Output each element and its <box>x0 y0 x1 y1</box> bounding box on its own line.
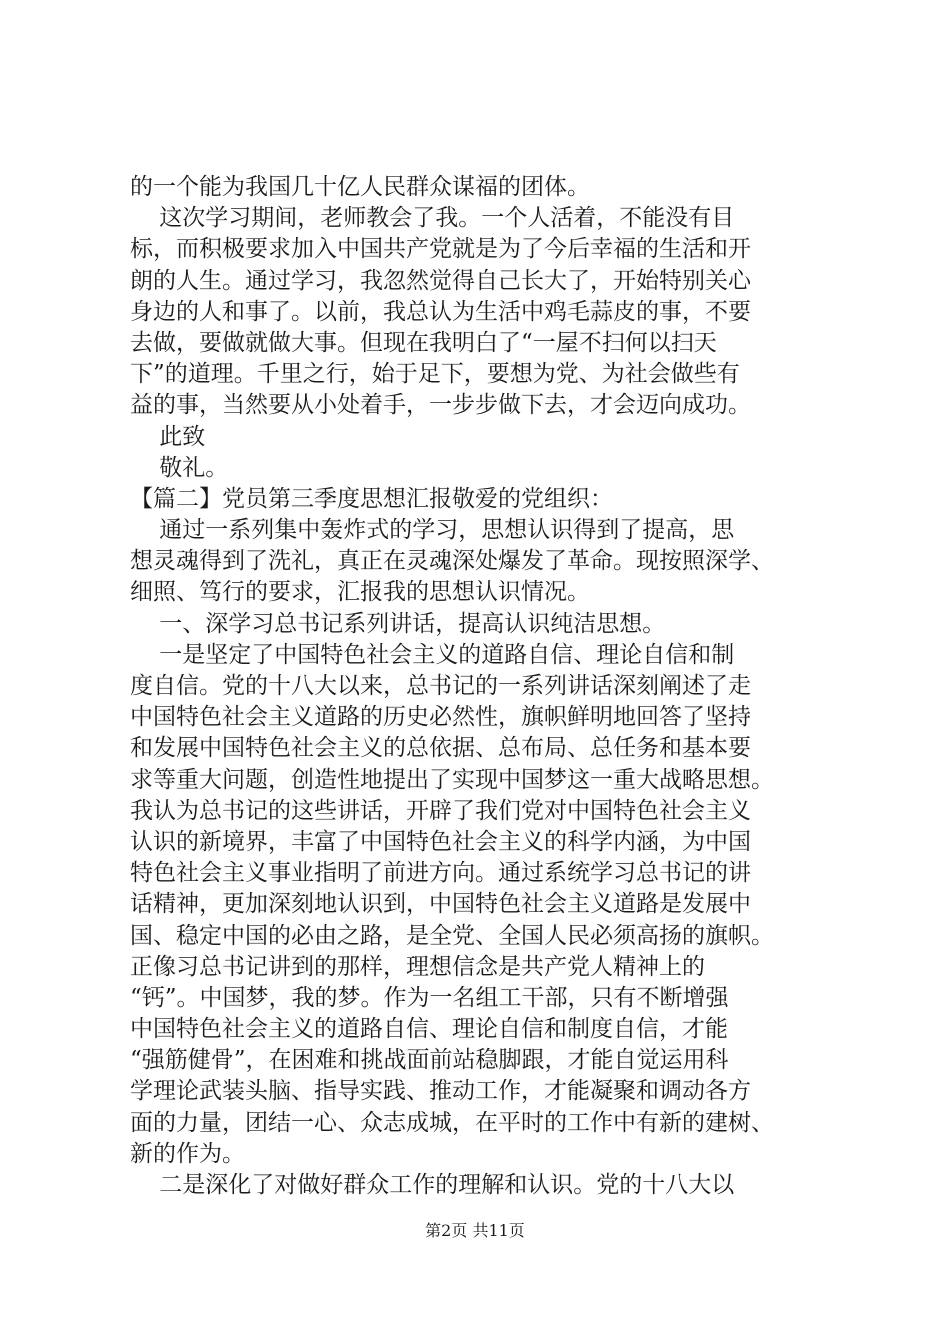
text-line: 敬礼。 <box>130 454 229 481</box>
text-line: 此致 <box>130 423 206 450</box>
body-text <box>130 172 830 1201</box>
text-line: “强筋健骨”，在困难和挑战面前站稳脚跟，才能自觉运用科 <box>130 1047 729 1074</box>
text-line: 一是坚定了中国特色社会主义的道路自信、理论自信和制 <box>130 641 735 668</box>
text-line: 话精神，更加深刻地认识到，中国特色社会主义道路是发展中 <box>130 891 751 918</box>
text-line: 面的力量，团结一心、众志成城，在平时的工作中有新的建树、 <box>130 1109 774 1136</box>
text-line: 一、深学习总书记系列讲话，提高认识纯洁思想。 <box>130 610 666 637</box>
text-line: 想灵魂得到了洗礼，真正在灵魂深处爆发了革命。现按照深学、 <box>130 548 774 575</box>
text-line: 度自信。党的十八大以来，总书记的一系列讲话深刻阐述了走 <box>130 673 751 699</box>
text-line: 这次学习期间，老师教会了我。一个人活着，不能没有目 <box>130 205 735 232</box>
text-line: 认识的新境界，丰富了中国特色社会主义的科学内涵，为中国 <box>130 828 751 855</box>
text-line: 中国特色社会主义的道路自信、理论自信和制度自信，才能 <box>130 1016 728 1043</box>
text-line: 新的作为。 <box>130 1140 245 1167</box>
text-line: 去做，要做就做大事。但现在我明白了“一屋不扫何以扫天 <box>130 329 717 356</box>
text-line: 朗的人生。通过学习，我忽然觉得自己长大了，开始特别关心 <box>130 267 751 294</box>
text-line: “钙”。中国梦，我的梦。作为一名组工干部，只有不断增强 <box>130 984 729 1011</box>
page-number-footer: 第2页 共11页 <box>425 1221 525 1240</box>
text-line: 学理论武装头脑、指导实践、推动工作，才能凝聚和调动各方 <box>130 1078 751 1105</box>
text-line: 国、稳定中国的必由之路，是全党、全国人民必须高扬的旗帜。 <box>130 922 774 949</box>
text-line: 特色社会主义事业指明了前进方向。通过系统学习总书记的讲 <box>130 860 751 887</box>
text-line: 通过一系列集中轰炸式的学习，思想认识得到了提高，思 <box>130 517 735 544</box>
text-line: 的一个能为我国几十亿人民群众谋福的团体。 <box>130 174 590 200</box>
text-line: 身边的人和事了。以前，我总认为生活中鸡毛蒜皮的事，不要 <box>130 298 751 325</box>
text-line: 细照、笃行的要求，汇报我的思想认识情况。 <box>130 579 590 606</box>
text-line: 二是深化了对做好群众工作的理解和认识。党的十八大以 <box>130 1172 735 1198</box>
text-line: 益的事，当然要从小处着手，一步步做下去，才会迈向成功。 <box>130 392 751 419</box>
text-line: 【篇二】党员第三季度思想汇报敬爱的党组织： <box>130 485 613 512</box>
text-line: 我认为总书记的这些讲话，开辟了我们党对中国特色社会主义 <box>130 797 751 824</box>
text-line: 下”的道理。千里之行，始于足下，要想为党、为社会做些有 <box>130 361 740 388</box>
text-line: 标，而积极要求加入中国共产党就是为了今后幸福的生活和开 <box>130 236 751 263</box>
text-line: 正像习总书记讲到的那样，理想信念是共产党人精神上的 <box>130 953 705 980</box>
text-line: 和发展中国特色社会主义的总依据、总布局、总任务和基本要 <box>130 735 751 762</box>
text-line: 中国特色社会主义道路的历史必然性，旗帜鲜明地回答了坚持 <box>130 704 751 731</box>
text-line: 求等重大问题，创造性地提出了实现中国梦这一重大战略思想。 <box>130 766 774 793</box>
